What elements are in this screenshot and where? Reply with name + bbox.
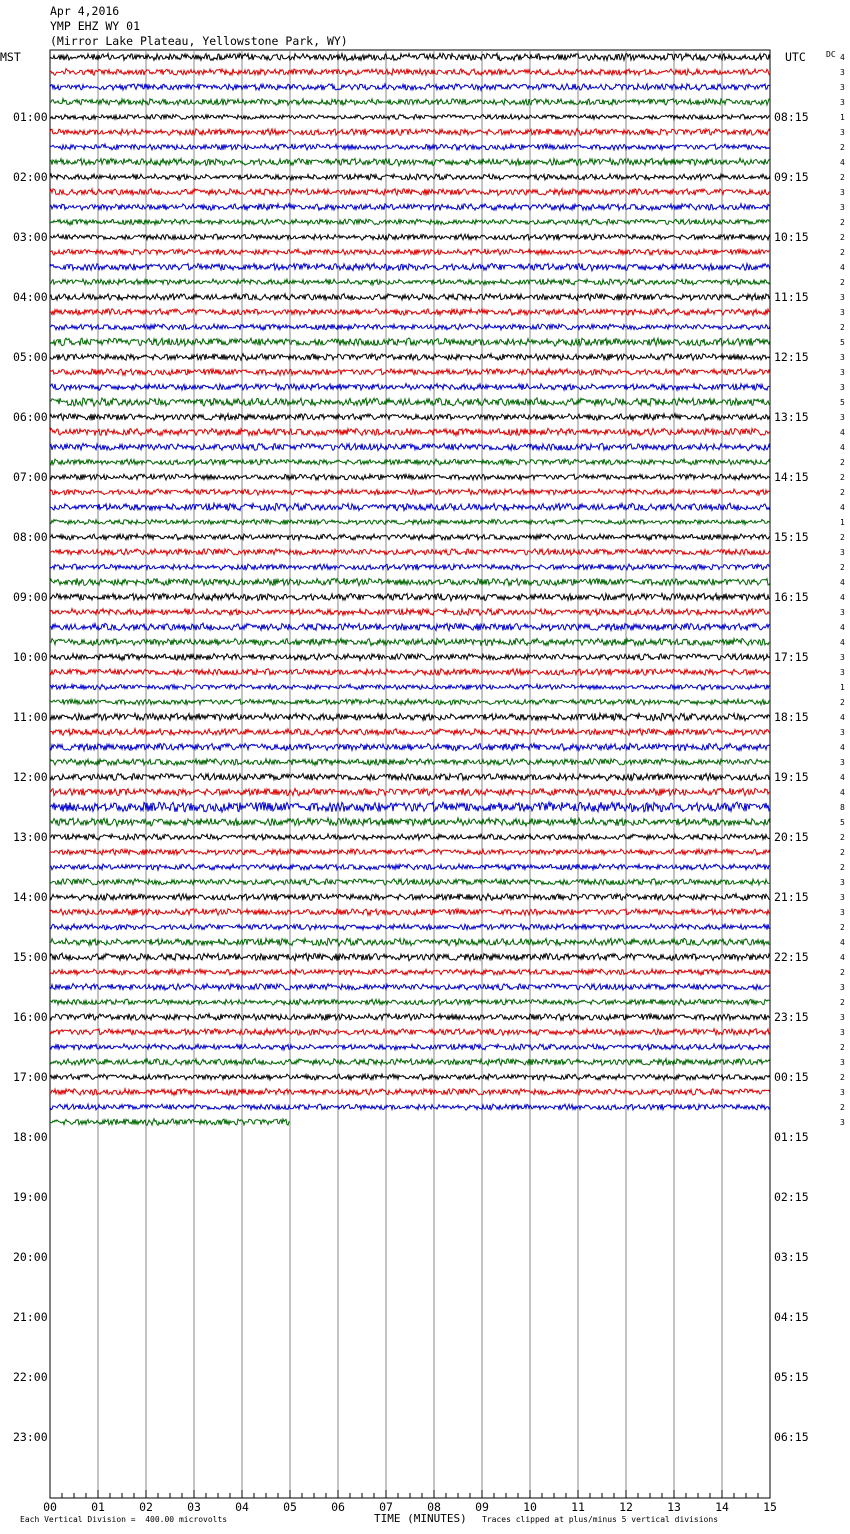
x-tick-label: 01 [91, 1500, 105, 1514]
right-hour-label: 02:15 [774, 1190, 809, 1204]
row-dc-value: 4 [840, 623, 845, 632]
vertical-division-note: Each Vertical Division = 400.00 microvolts [20, 1515, 228, 1524]
trace-row-2 [50, 69, 770, 76]
trace-row-14 [50, 249, 770, 255]
row-dc-value: 3 [840, 1118, 845, 1127]
left-hour-label: 18:00 [13, 1130, 48, 1144]
left-hour-label: 21:00 [13, 1310, 48, 1324]
chart-date: Apr 4,2016 [50, 4, 120, 18]
row-dc-value: 2 [840, 218, 845, 227]
right-hour-label: 01:15 [774, 1130, 809, 1144]
row-dc-value: 4 [840, 713, 845, 722]
row-dc-value: 4 [840, 428, 845, 437]
row-dc-value: 2 [840, 143, 845, 152]
trace-row-40 [50, 638, 770, 645]
right-hour-label: 09:15 [774, 170, 809, 184]
trace-row-32 [50, 519, 770, 524]
trace-row-70 [50, 1089, 770, 1096]
row-dc-value: 5 [840, 338, 845, 347]
trace-row-20 [50, 338, 770, 346]
trace-row-6 [50, 129, 770, 136]
row-dc-value: 2 [840, 173, 845, 182]
trace-row-42 [50, 669, 770, 676]
trace-row-28 [50, 459, 770, 465]
trace-row-17 [50, 294, 770, 301]
x-tick-label: 05 [283, 1500, 297, 1514]
trace-row-37 [50, 593, 770, 600]
row-dc-value: 2 [840, 458, 845, 467]
trace-row-22 [50, 369, 770, 376]
right-hour-label: 19:15 [774, 770, 809, 784]
row-dc-value: 2 [840, 1043, 845, 1052]
trace-row-23 [50, 384, 770, 391]
trace-row-26 [50, 428, 770, 436]
left-hour-label: 19:00 [13, 1190, 48, 1204]
right-hour-label: 16:15 [774, 590, 809, 604]
row-dc-value: 3 [840, 98, 845, 107]
row-dc-value: 3 [840, 908, 845, 917]
trace-row-30 [50, 489, 770, 495]
row-dc-value: 4 [840, 158, 845, 167]
trace-row-3 [50, 84, 770, 91]
trace-row-24 [50, 398, 770, 406]
row-dc-value: 3 [840, 188, 845, 197]
left-hour-label: 10:00 [13, 650, 48, 664]
row-dc-value: 5 [840, 398, 845, 407]
row-dc-value: 3 [840, 653, 845, 662]
trace-row-15 [50, 263, 770, 270]
row-dc-value: 2 [840, 278, 845, 287]
x-axis-label: TIME (MINUTES) [374, 1512, 467, 1525]
trace-row-5 [50, 114, 770, 119]
left-hour-label: 11:00 [13, 710, 48, 724]
trace-row-21 [50, 354, 770, 361]
row-dc-value: 3 [840, 1058, 845, 1067]
right-hour-label: 17:15 [774, 650, 809, 664]
row-dc-value: 2 [840, 923, 845, 932]
trace-row-36 [50, 578, 770, 585]
trace-group [50, 53, 770, 1125]
row-dc-value: 3 [840, 1013, 845, 1022]
row-dc-value: 4 [840, 503, 845, 512]
right-hour-label: 23:15 [774, 1010, 809, 1024]
x-tick-label: 06 [331, 1500, 345, 1514]
x-tick-label: 07 [379, 1500, 393, 1514]
left-hour-label: 15:00 [13, 950, 48, 964]
left-hour-label: 05:00 [13, 350, 48, 364]
trace-row-69 [50, 1074, 770, 1080]
right-hour-label: 21:15 [774, 890, 809, 904]
row-dc-value: 3 [840, 308, 845, 317]
chart-station: YMP EHZ WY 01 [50, 19, 141, 33]
row-dc-value: 3 [840, 893, 845, 902]
right-hour-label: 15:15 [774, 530, 809, 544]
row-dc-value: 2 [840, 488, 845, 497]
trace-row-51 [50, 802, 770, 812]
trace-row-1 [50, 53, 770, 60]
row-dc-value: 2 [840, 248, 845, 257]
trace-row-8 [50, 158, 770, 166]
right-zone-label: UTC [785, 50, 806, 64]
row-dc-value: 3 [840, 368, 845, 377]
clip-note: Traces clipped at plus/minus 5 vertical divisions [482, 1515, 719, 1524]
trace-row-27 [50, 443, 770, 451]
right-hour-label: 13:15 [774, 410, 809, 424]
trace-row-60 [50, 938, 770, 945]
row-dc-value: 3 [840, 128, 845, 137]
left-hour-label: 03:00 [13, 230, 48, 244]
left-hour-label: 06:00 [13, 410, 48, 424]
trace-row-63 [50, 984, 770, 991]
chart-location: (Mirror Lake Plateau, Yellowstone Park, WY) [50, 34, 348, 48]
row-dc-value: 3 [840, 608, 845, 617]
right-hour-label: 04:15 [774, 1310, 809, 1324]
x-tick-label: 14 [715, 1500, 729, 1514]
row-dc-value: 2 [840, 533, 845, 542]
trace-row-46 [50, 729, 770, 736]
row-dc-value: 4 [840, 443, 845, 452]
trace-row-41 [50, 654, 770, 661]
trace-row-47 [50, 743, 770, 750]
trace-row-53 [50, 834, 770, 840]
trace-row-33 [50, 534, 770, 540]
left-hour-label: 17:00 [13, 1070, 48, 1084]
x-tick-label: 04 [235, 1500, 249, 1514]
row-dc-value: 3 [840, 1028, 845, 1037]
row-dc-value: 1 [840, 518, 845, 527]
left-hour-label: 02:00 [13, 170, 48, 184]
x-tick-label: 12 [619, 1500, 633, 1514]
right-hour-label: 14:15 [774, 470, 809, 484]
right-hour-label: 00:15 [774, 1070, 809, 1084]
row-dc-value: 4 [840, 638, 845, 647]
right-hour-label: 12:15 [774, 350, 809, 364]
left-hour-label: 04:00 [13, 290, 48, 304]
left-hour-label: 09:00 [13, 590, 48, 604]
left-hour-label: 07:00 [13, 470, 48, 484]
left-hour-label: 13:00 [13, 830, 48, 844]
row-dc-value: 3 [840, 983, 845, 992]
left-hour-label: 08:00 [13, 530, 48, 544]
row-dc-value: 2 [840, 563, 845, 572]
row-dc-value: 2 [840, 698, 845, 707]
x-tick-label: 11 [571, 1500, 585, 1514]
row-dc-value: 2 [840, 233, 845, 242]
left-hour-label: 16:00 [13, 1010, 48, 1024]
left-hour-label: 12:00 [13, 770, 48, 784]
trace-row-25 [50, 414, 770, 421]
row-dc-value: 4 [840, 578, 845, 587]
trace-row-62 [50, 969, 770, 975]
row-dc-value: 2 [840, 473, 845, 482]
left-hour-label: 01:00 [13, 110, 48, 124]
trace-row-68 [50, 1059, 770, 1066]
trace-row-18 [50, 309, 770, 316]
left-hour-label: 14:00 [13, 890, 48, 904]
row-dc-value: 3 [840, 83, 845, 92]
x-tick-label: 02 [139, 1500, 153, 1514]
dc-label: DC [826, 50, 836, 59]
trace-row-39 [50, 623, 770, 631]
row-dc-value: 3 [840, 68, 845, 77]
right-hour-label: 18:15 [774, 710, 809, 724]
x-tick-label: 03 [187, 1500, 201, 1514]
row-dc-value: 4 [840, 788, 845, 797]
trace-row-50 [50, 788, 770, 796]
trace-row-9 [50, 174, 770, 180]
row-dc-value: 3 [840, 728, 845, 737]
x-tick-label: 00 [43, 1500, 57, 1514]
right-hour-label: 05:15 [774, 1370, 809, 1384]
right-hour-label: 06:15 [774, 1430, 809, 1444]
trace-row-48 [50, 759, 770, 766]
trace-row-11 [50, 204, 770, 211]
x-tick-label: 09 [475, 1500, 489, 1514]
trace-row-38 [50, 609, 770, 616]
row-dc-value: 3 [840, 293, 845, 302]
row-dc-value: 4 [840, 953, 845, 962]
left-hour-label: 20:00 [13, 1250, 48, 1264]
right-hour-label: 08:15 [774, 110, 809, 124]
row-dc-value: 4 [840, 263, 845, 272]
right-hour-label: 11:15 [774, 290, 809, 304]
trace-row-13 [50, 234, 770, 240]
trace-row-44 [50, 699, 770, 705]
row-dc-value: 3 [840, 203, 845, 212]
trace-row-52 [50, 818, 770, 826]
left-hour-label: 22:00 [13, 1370, 48, 1384]
row-dc-value: 3 [840, 878, 845, 887]
row-dc-value: 4 [840, 593, 845, 602]
row-dc-value: 3 [840, 1088, 845, 1097]
row-dc-value: 3 [840, 668, 845, 677]
x-tick-label: 13 [667, 1500, 681, 1514]
trace-row-54 [50, 849, 770, 855]
trace-row-45 [50, 713, 770, 720]
row-dc-value: 4 [840, 743, 845, 752]
row-dc-value: 3 [840, 353, 845, 362]
row-dc-value: 2 [840, 323, 845, 332]
row-dc-value: 3 [840, 548, 845, 557]
right-hour-label: 22:15 [774, 950, 809, 964]
trace-row-12 [50, 219, 770, 225]
x-tick-label: 15 [763, 1500, 777, 1514]
trace-row-65 [50, 1014, 770, 1021]
trace-row-49 [50, 773, 770, 781]
row-dc-value: 2 [840, 1073, 845, 1082]
x-axis [43, 1490, 777, 1514]
row-dc-value: 2 [840, 833, 845, 842]
row-dc-value: 8 [840, 803, 845, 812]
trace-row-16 [50, 279, 770, 285]
trace-row-29 [50, 474, 770, 480]
right-hour-label: 20:15 [774, 830, 809, 844]
x-tick-label: 08 [427, 1500, 441, 1514]
row-dc-value: 4 [840, 938, 845, 947]
trace-row-58 [50, 909, 770, 916]
trace-row-57 [50, 894, 770, 901]
row-dc-value: 2 [840, 968, 845, 977]
trace-row-7 [50, 144, 770, 150]
trace-row-31 [50, 503, 770, 511]
trace-row-4 [50, 99, 770, 106]
trace-row-19 [50, 324, 770, 330]
row-dc-value: 1 [840, 683, 845, 692]
trace-row-56 [50, 879, 770, 886]
trace-row-34 [50, 549, 770, 555]
row-dc-value: 5 [840, 818, 845, 827]
left-hour-label: 23:00 [13, 1430, 48, 1444]
trace-row-35 [50, 564, 770, 570]
trace-row-59 [50, 924, 770, 930]
row-dc-value: 2 [840, 848, 845, 857]
trace-row-72 [50, 1119, 290, 1126]
trace-row-61 [50, 953, 770, 961]
row-dc-value: 4 [840, 53, 845, 62]
trace-row-55 [50, 864, 770, 870]
trace-row-66 [50, 1029, 770, 1036]
row-dc-value: 2 [840, 998, 845, 1007]
row-dc-value: 2 [840, 1103, 845, 1112]
row-dc-value: 4 [840, 773, 845, 782]
left-zone-label: MST [0, 50, 21, 64]
row-dc-value: 1 [840, 113, 845, 122]
row-dc-value: 3 [840, 383, 845, 392]
trace-row-43 [50, 684, 770, 689]
row-dc-value: 3 [840, 413, 845, 422]
row-dc-value: 3 [840, 758, 845, 767]
right-hour-label: 10:15 [774, 230, 809, 244]
trace-row-64 [50, 999, 770, 1005]
row-dc-value: 2 [840, 863, 845, 872]
trace-row-71 [50, 1104, 770, 1110]
trace-row-67 [50, 1044, 770, 1050]
right-hour-label: 03:15 [774, 1250, 809, 1264]
trace-row-10 [50, 189, 770, 196]
x-tick-label: 10 [523, 1500, 537, 1514]
